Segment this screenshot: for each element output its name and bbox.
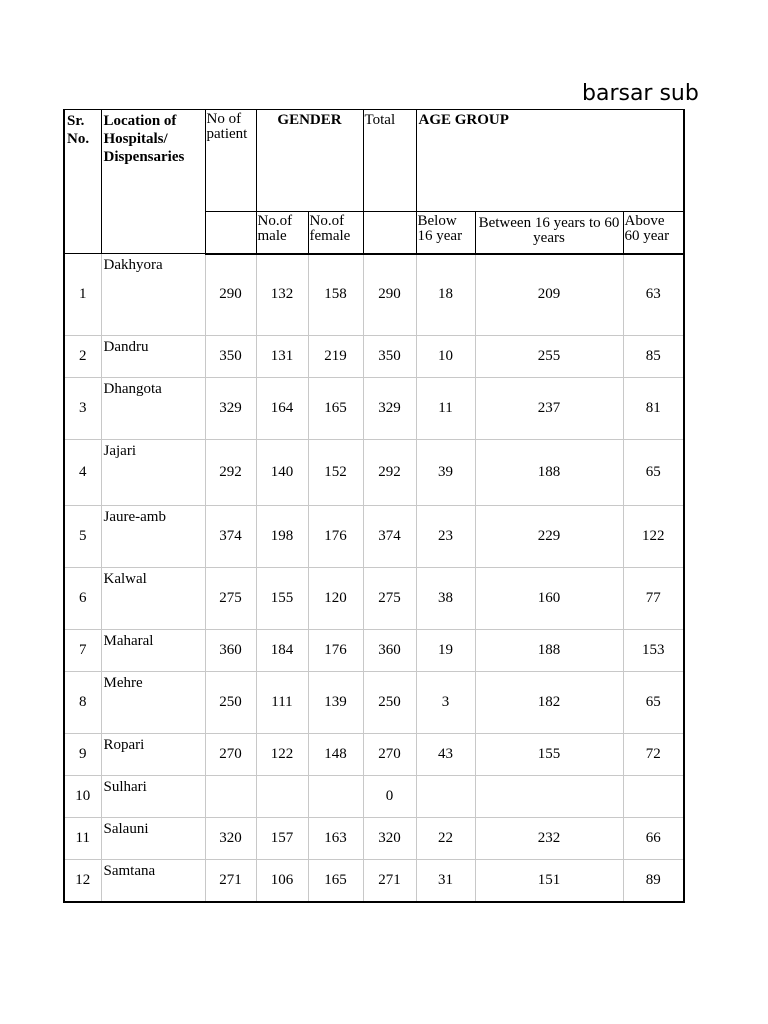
cell-location: Mehre — [101, 672, 205, 734]
cell-between-16-60: 232 — [475, 818, 623, 860]
cell-below-16: 23 — [416, 506, 475, 568]
cell-sr-no: 12 — [64, 860, 101, 902]
cell-male: 164 — [256, 378, 308, 440]
header-between-16-60: Between 16 years to 60 years — [475, 212, 623, 254]
cell-patients: 270 — [205, 734, 256, 776]
cell-sr-no: 8 — [64, 672, 101, 734]
cell-female: 163 — [308, 818, 363, 860]
table-row — [64, 568, 684, 630]
cell-female: 219 — [308, 336, 363, 378]
cell-total: 320 — [363, 818, 416, 860]
cell-patients: 292 — [205, 440, 256, 506]
cell-between-16-60: 160 — [475, 568, 623, 630]
cell-location: Ropari — [101, 734, 205, 776]
header-below-16: Below 16 year — [416, 212, 475, 254]
cell-total: 270 — [363, 734, 416, 776]
cell-female — [308, 776, 363, 818]
cell-female: 165 — [308, 860, 363, 902]
cell-female: 158 — [308, 254, 363, 336]
table-row — [64, 734, 684, 776]
cell-between-16-60: 209 — [475, 254, 623, 336]
cell-above-60: 77 — [623, 568, 684, 630]
cell-sr-no: 9 — [64, 734, 101, 776]
header-female: No.of female — [308, 212, 363, 254]
cell-male: 157 — [256, 818, 308, 860]
cell-total: 275 — [363, 568, 416, 630]
table-row — [64, 630, 684, 672]
cell-male: 184 — [256, 630, 308, 672]
cell-patients: 275 — [205, 568, 256, 630]
cell-above-60: 89 — [623, 860, 684, 902]
cell-total: 329 — [363, 378, 416, 440]
cell-location: Dakhyora — [101, 254, 205, 336]
cell-above-60: 153 — [623, 630, 684, 672]
cell-location: Sulhari — [101, 776, 205, 818]
cell-male: 155 — [256, 568, 308, 630]
cell-between-16-60: 151 — [475, 860, 623, 902]
cell-location: Maharal — [101, 630, 205, 672]
cell-location: Dhangota — [101, 378, 205, 440]
cell-between-16-60: 182 — [475, 672, 623, 734]
table-row — [64, 336, 684, 378]
cell-between-16-60: 188 — [475, 630, 623, 672]
cell-female: 176 — [308, 506, 363, 568]
cell-between-16-60: 237 — [475, 378, 623, 440]
cell-between-16-60: 255 — [475, 336, 623, 378]
cell-below-16: 3 — [416, 672, 475, 734]
cell-total: 0 — [363, 776, 416, 818]
cell-female: 165 — [308, 378, 363, 440]
table-row — [64, 818, 684, 860]
cell-below-16: 39 — [416, 440, 475, 506]
cell-total: 360 — [363, 630, 416, 672]
cell-below-16: 31 — [416, 860, 475, 902]
header-age-group: AGE GROUP — [416, 110, 684, 212]
cell-below-16: 38 — [416, 568, 475, 630]
cell-patients: 250 — [205, 672, 256, 734]
cell-female: 176 — [308, 630, 363, 672]
cell-below-16: 43 — [416, 734, 475, 776]
cell-below-16: 11 — [416, 378, 475, 440]
header-blank-patient — [205, 212, 256, 254]
cell-above-60: 122 — [623, 506, 684, 568]
cell-male: 111 — [256, 672, 308, 734]
cell-female: 148 — [308, 734, 363, 776]
cell-above-60: 66 — [623, 818, 684, 860]
header-total: Total — [363, 110, 416, 212]
cell-above-60: 65 — [623, 440, 684, 506]
cell-male: 198 — [256, 506, 308, 568]
cell-location: Jaure-amb — [101, 506, 205, 568]
cell-total: 292 — [363, 440, 416, 506]
cell-sr-no: 2 — [64, 336, 101, 378]
table-row — [64, 506, 684, 568]
cell-location: Samtana — [101, 860, 205, 902]
table-row — [64, 440, 684, 506]
header-sr-no: Sr. No. — [64, 110, 101, 254]
cell-patients: 329 — [205, 378, 256, 440]
cell-sr-no: 7 — [64, 630, 101, 672]
cell-above-60: 81 — [623, 378, 684, 440]
cell-patients: 374 — [205, 506, 256, 568]
table-row — [64, 860, 684, 902]
cell-total: 271 — [363, 860, 416, 902]
cell-total: 374 — [363, 506, 416, 568]
cell-below-16: 19 — [416, 630, 475, 672]
cell-below-16: 22 — [416, 818, 475, 860]
cell-above-60: 72 — [623, 734, 684, 776]
patients-table — [63, 109, 685, 903]
cell-male: 122 — [256, 734, 308, 776]
header-no-of-patient: No of patient — [205, 110, 256, 212]
table-row — [64, 254, 684, 336]
cell-sr-no: 5 — [64, 506, 101, 568]
cell-male: 140 — [256, 440, 308, 506]
table-row — [64, 378, 684, 440]
cell-sr-no: 3 — [64, 378, 101, 440]
cell-between-16-60: 155 — [475, 734, 623, 776]
cell-below-16: 18 — [416, 254, 475, 336]
cell-male: 106 — [256, 860, 308, 902]
cell-patients — [205, 776, 256, 818]
cell-below-16: 10 — [416, 336, 475, 378]
table-row — [64, 776, 684, 818]
cell-between-16-60 — [475, 776, 623, 818]
cell-patients: 350 — [205, 336, 256, 378]
sheet-title: barsar sub — [582, 81, 699, 106]
cell-location: Salauni — [101, 818, 205, 860]
cell-above-60: 85 — [623, 336, 684, 378]
cell-above-60 — [623, 776, 684, 818]
cell-sr-no: 1 — [64, 254, 101, 336]
cell-sr-no: 4 — [64, 440, 101, 506]
cell-above-60: 65 — [623, 672, 684, 734]
cell-total: 350 — [363, 336, 416, 378]
cell-female: 120 — [308, 568, 363, 630]
cell-above-60: 63 — [623, 254, 684, 336]
cell-sr-no: 10 — [64, 776, 101, 818]
cell-male: 131 — [256, 336, 308, 378]
cell-location: Kalwal — [101, 568, 205, 630]
header-blank-total — [363, 212, 416, 254]
cell-male: 132 — [256, 254, 308, 336]
cell-female: 152 — [308, 440, 363, 506]
cell-location: Dandru — [101, 336, 205, 378]
cell-below-16 — [416, 776, 475, 818]
cell-patients: 320 — [205, 818, 256, 860]
cell-location: Jajari — [101, 440, 205, 506]
header-gender: GENDER — [256, 110, 363, 212]
cell-total: 290 — [363, 254, 416, 336]
cell-patients: 290 — [205, 254, 256, 336]
cell-sr-no: 11 — [64, 818, 101, 860]
cell-total: 250 — [363, 672, 416, 734]
header-above-60: Above 60 year — [623, 212, 684, 254]
header-male: No.of male — [256, 212, 308, 254]
header-location: Location of Hospitals/ Dispensaries — [101, 110, 205, 254]
cell-patients: 271 — [205, 860, 256, 902]
table-row — [64, 672, 684, 734]
cell-female: 139 — [308, 672, 363, 734]
cell-patients: 360 — [205, 630, 256, 672]
cell-sr-no: 6 — [64, 568, 101, 630]
cell-male — [256, 776, 308, 818]
cell-between-16-60: 229 — [475, 506, 623, 568]
cell-between-16-60: 188 — [475, 440, 623, 506]
